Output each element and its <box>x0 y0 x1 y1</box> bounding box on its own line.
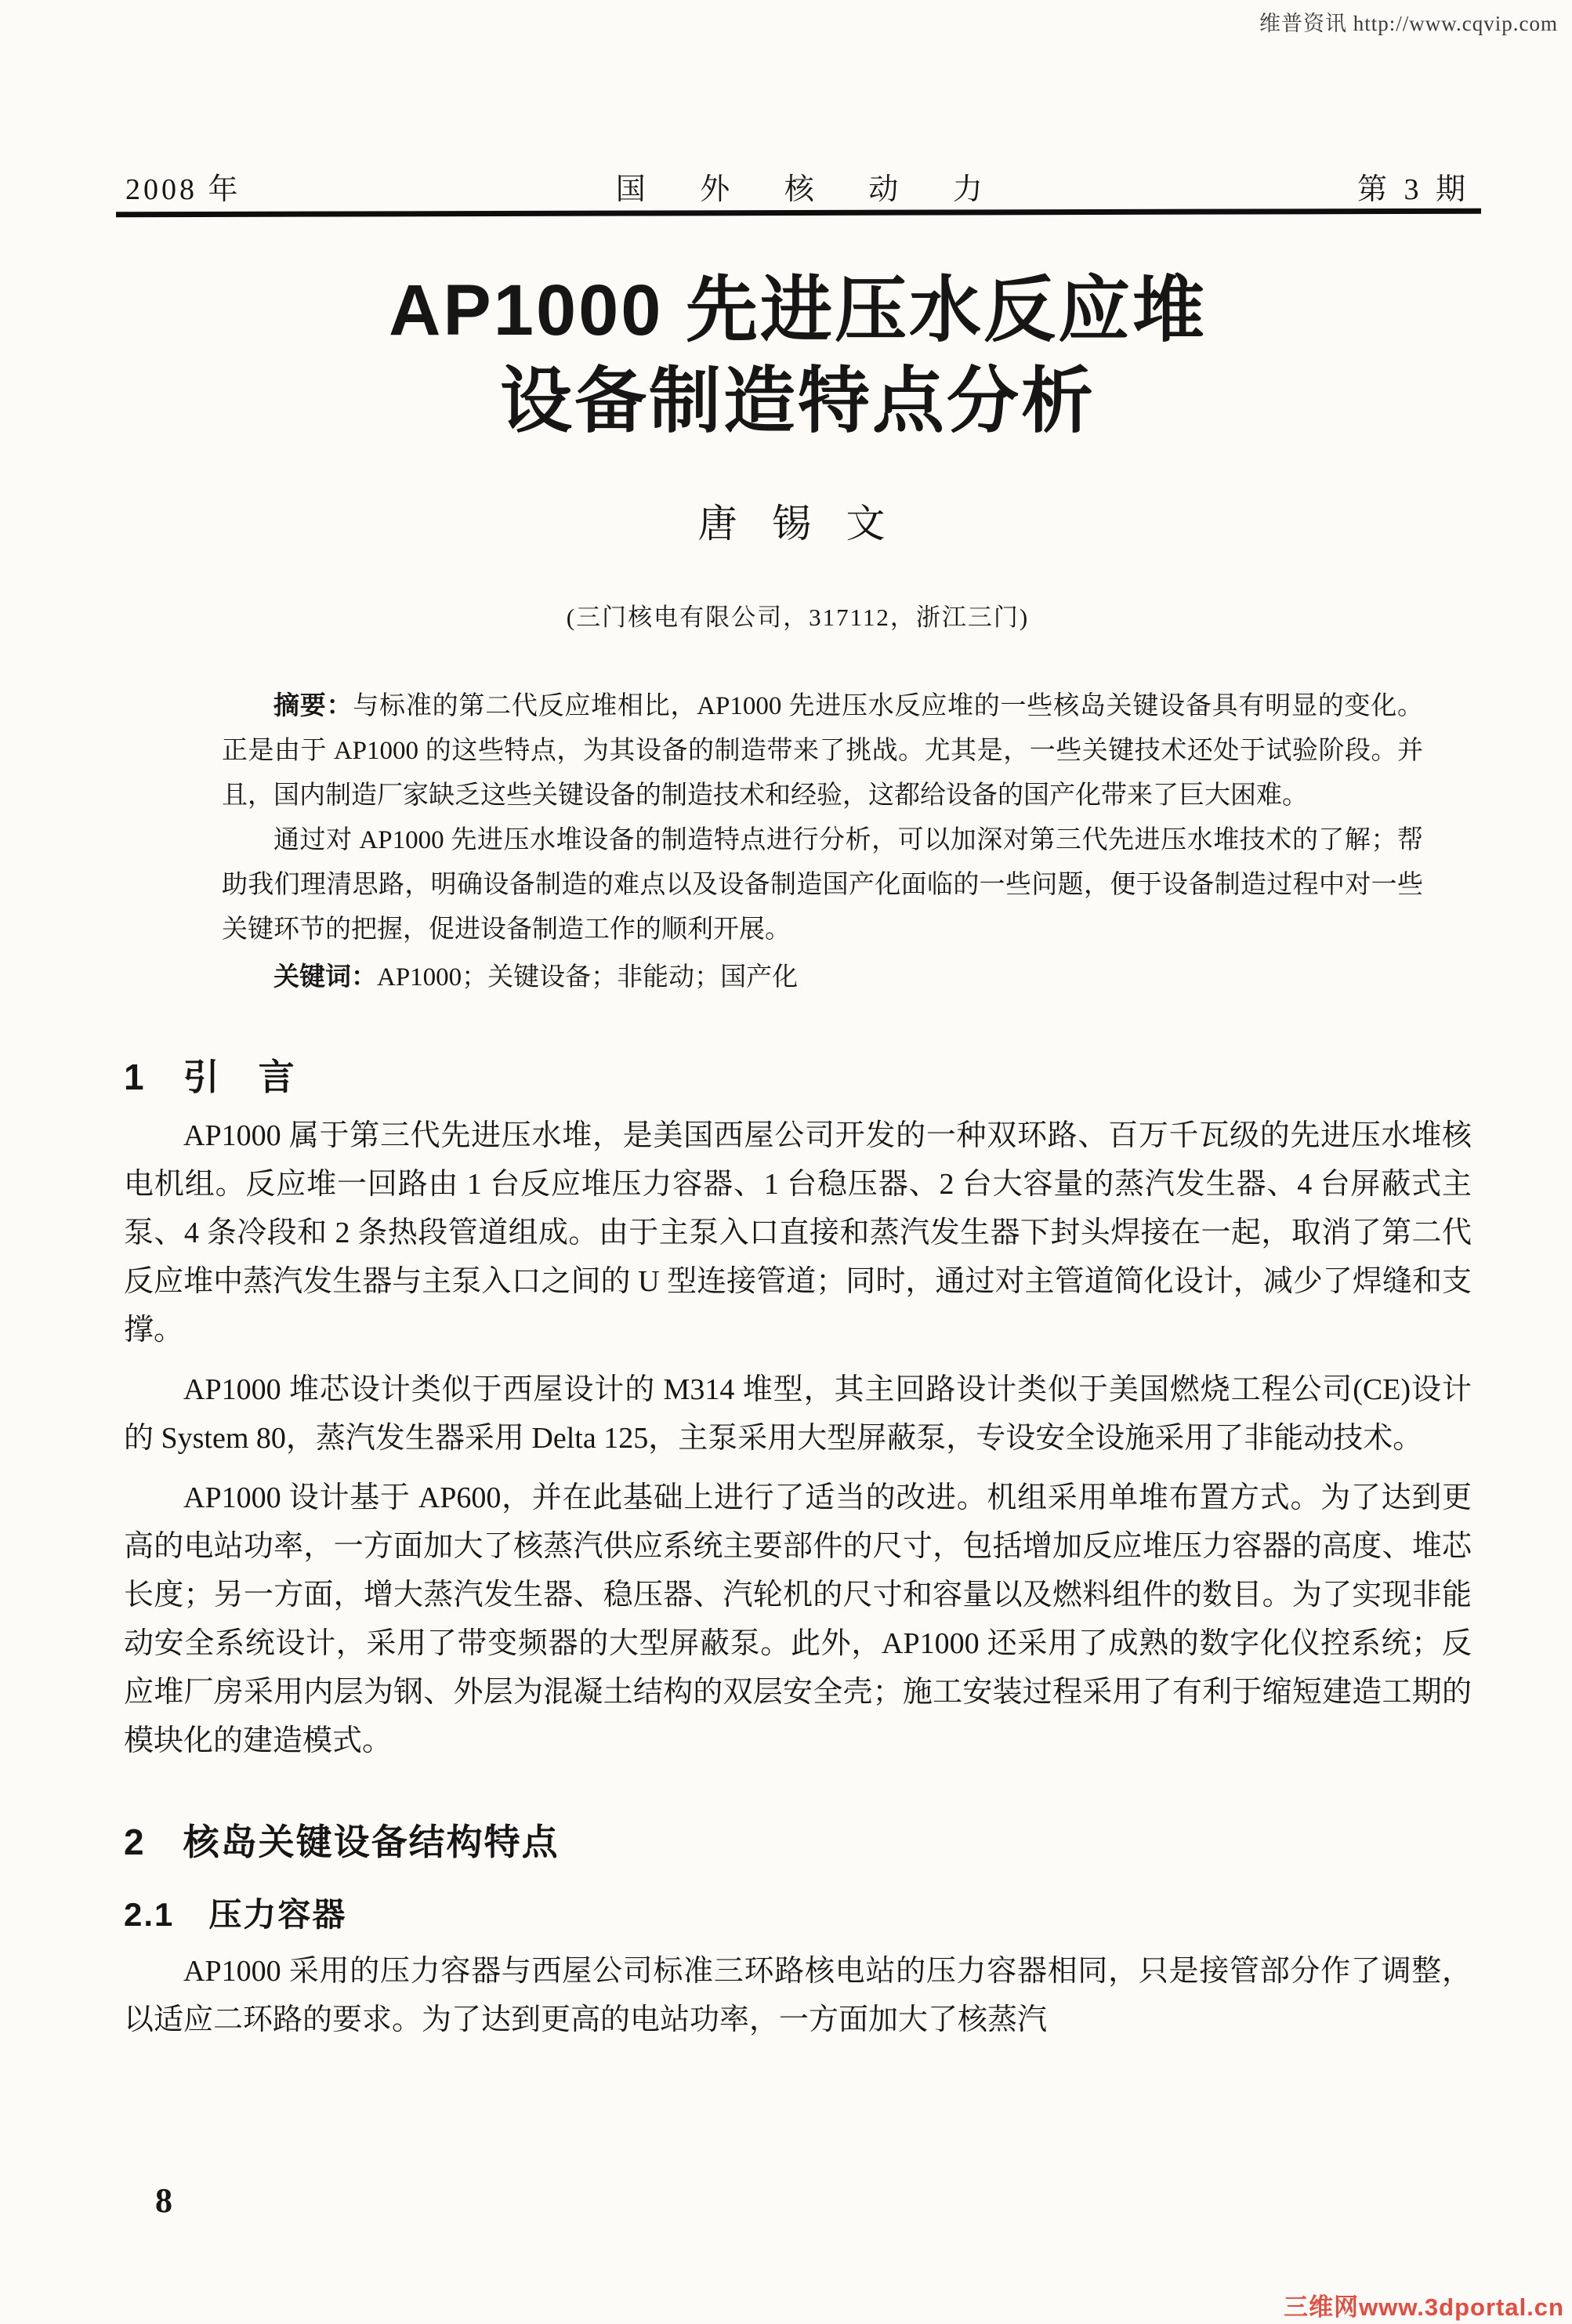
journal-issue: 第 3 期 <box>1356 173 1470 206</box>
article-title-line1: AP1000 先进压水反应堆 <box>388 270 1208 350</box>
section-2-heading: 2 核岛关键设备结构特点 <box>124 1822 560 1862</box>
section-1-paragraph-1: AP1000 属于第三代先进压水堆，是美国西屋公司开发的一种双环路、百万千瓦级的先进压水堆核电机组。反应堆一回路由 1 台反应堆压力容器、1 台稳压器、2 台大容量的蒸汽发生器、4 台屏蔽式主泵、4 条冷段和 2 条热段管道组成。由于主泵入口直接和蒸汽发生器下封头焊接在一起，取消了第二代反应堆中蒸汽发生器与主泵入口之间的 U 型连接管道；同时，通过对主管道简化设计，减少了焊缝和支撑。 <box>124 1119 1472 1347</box>
author-affiliation: (三门核电有限公司，317112，浙江三门) <box>566 604 1030 631</box>
keywords-text: AP1000；关键设备；非能动；国产化 <box>377 963 799 992</box>
article-body <box>124 265 1472 2044</box>
section-1-paragraph-2: AP1000 堆芯设计类似于西屋设计的 M314 堆型，其主回路设计类似于美国燃烧工程公司(CE)设计的 System 80，蒸汽发生器采用 Delta 125，主泵采用大型屏蔽泵，专设安全设施采用了非能动技术。 <box>124 1373 1472 1455</box>
abstract-text-1: 与标准的第二代反应堆相比，AP1000 先进压水反应堆的一些核岛关键设备具有明显的变化。正是由于 AP1000 的这些特点，为其设备的制造带来了挑战。尤其是，一些关键技术还处于试验阶段。并且，国内制造厂家缺乏这些关键设备的制造技术和经验，这都给设备的国产化带来了巨大困难。 <box>222 692 1424 810</box>
journal-header <box>125 165 1470 208</box>
article-title-line2: 设备制造特点分析 <box>499 361 1096 441</box>
author-name: 唐 锡 文 <box>697 502 898 546</box>
top-watermark: 维普资讯 http://www.cqvip.com <box>1259 12 1558 35</box>
keywords-label: 关键词： <box>273 962 377 991</box>
section-2-paragraph-1: AP1000 采用的压力容器与西屋公司标准三环路核电站的压力容器相同，只是接管部分作了调整，以适应二环路的要求。为了达到更高的电站功率，一方面加大了核蒸汽 <box>124 1955 1472 2036</box>
page-number: 8 <box>155 2181 172 2220</box>
section-1-paragraph-3: AP1000 设计基于 AP600，并在此基础上进行了适当的改进。机组采用单堆布置方式。为了达到更高的电站功率，一方面加大了核蒸汽供应系统主要部件的尺寸，包括增加反应堆压力容器的高度、堆芯长度；另一方面，增大蒸汽发生器、稳压器、汽轮机的尺寸和容量以及燃料组件的数目。为了实现非能动安全系统设计，采用了带变频器的大型屏蔽泵。此外，AP1000 还采用了成熟的数字化仪控系统；反应堆厂房采用内层为钢、外层为混凝土结构的双层安全壳；施工安装过程采用了有利于缩短建造工期的模块化的建造模式。 <box>124 1481 1472 1757</box>
keywords-line <box>222 954 1423 1000</box>
article-title <box>124 265 1472 447</box>
abstract-block <box>222 683 1423 1000</box>
abstract-label: 摘要： <box>273 691 353 720</box>
abstract-paragraph-1 <box>222 683 1423 818</box>
bottom-watermark: 三维网www.3dportal.cn <box>1284 2293 1564 2321</box>
abstract-paragraph-2: 通过对 AP1000 先进压水堆设备的制造特点进行分析，可以加深对第三代先进压水堆技术的了解；帮助我们理清思路，明确设备制造的难点以及设备制造国产化面临的一些问题，便于设备制造过程中对一些关键环节的把握，促进设备制造工作的顺利开展。 <box>222 826 1423 944</box>
journal-name: 国 外 核 动 力 <box>615 173 1006 206</box>
header-rule <box>116 208 1481 218</box>
section-2-1-heading: 2.1 压力容器 <box>124 1896 347 1933</box>
journal-year: 2008 年 <box>125 173 241 206</box>
section-1-heading: 1 引 言 <box>124 1057 296 1097</box>
